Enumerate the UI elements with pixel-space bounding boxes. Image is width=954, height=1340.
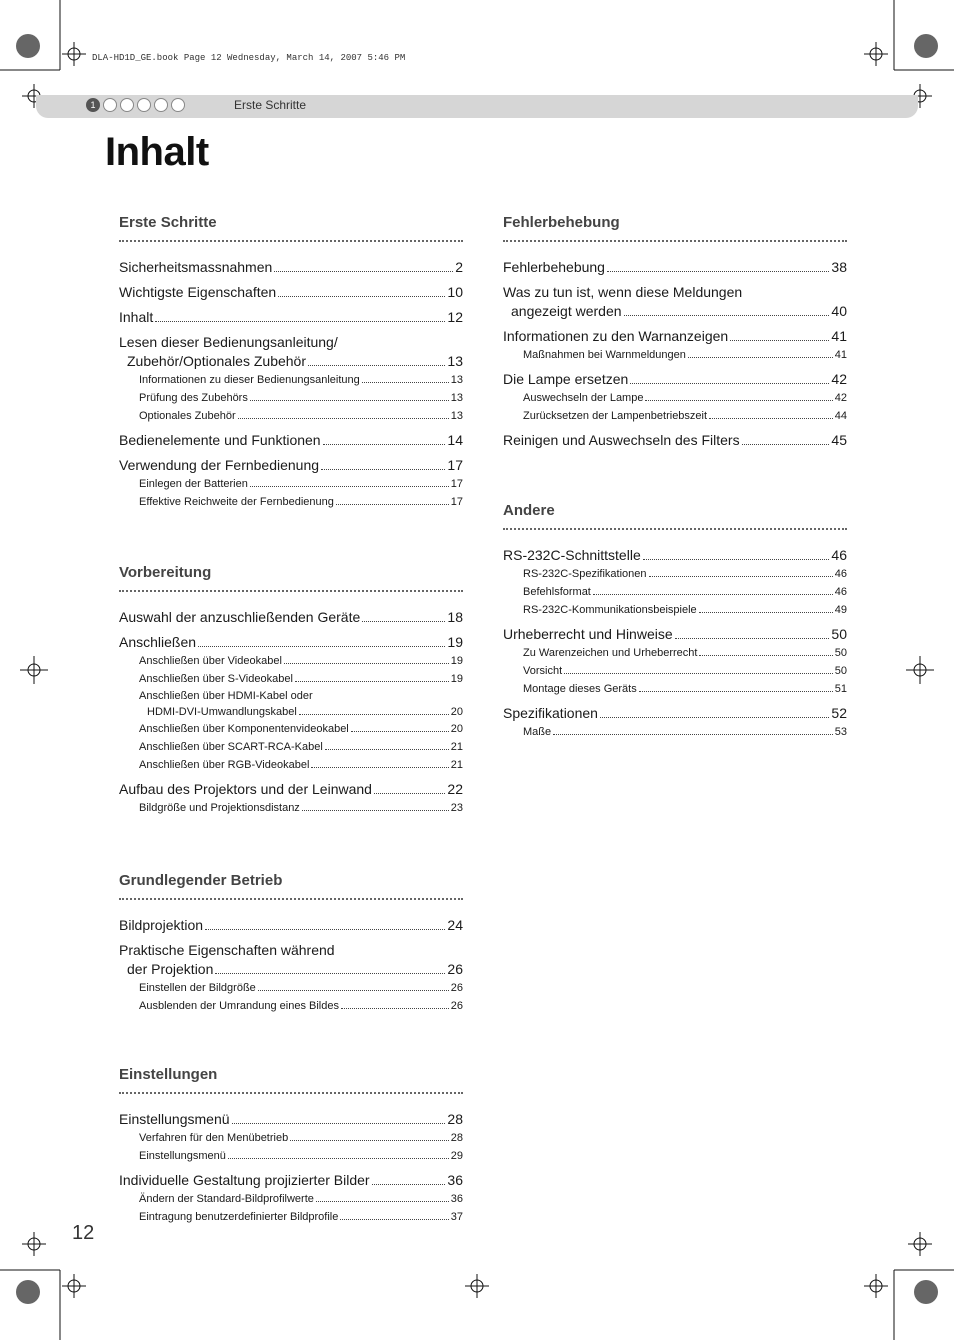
toc-subentry[interactable] (503, 723, 847, 741)
toc-entry[interactable] (503, 431, 847, 450)
entry-label: RS-232C-Schnittstelle (503, 547, 641, 563)
entry-label: Maße (523, 726, 552, 738)
page-number: 12 (72, 1222, 95, 1244)
entry-page-number: 40 (831, 303, 847, 319)
entry-page-number: 20 (450, 723, 463, 735)
entry-page-number: 23 (450, 802, 463, 814)
entry-label: Ausblenden der Umrandung eines Bildes (139, 1000, 339, 1012)
dot-leader (295, 681, 449, 682)
toc-entry[interactable] (503, 327, 847, 346)
entry-page-number: 19 (447, 634, 463, 650)
entry-label: Zurücksetzen der Lampenbetriebszeit (523, 410, 708, 422)
entry-label: RS-232C-Spezifikationen (523, 568, 647, 580)
dot-leader (645, 400, 832, 401)
entry-label: Zu Warenzeichen und Urheberrecht (523, 647, 698, 659)
dot-leader (198, 646, 445, 647)
entry-label: Vorsicht (523, 665, 563, 677)
header-section-label: Erste Schritte (234, 98, 307, 112)
entry-label: Informationen zu den Warnanzeigen (503, 328, 729, 344)
entry-page-number: 26 (447, 961, 463, 977)
toc-section-andere (503, 502, 847, 741)
entry-label: Ändern der Standard-Bildprofilwerte (139, 1193, 314, 1205)
entry-page-number: 22 (447, 781, 463, 797)
dot-leader (699, 655, 832, 656)
toc-subentry[interactable] (503, 680, 847, 698)
entry-label: Einstellen der Bildgröße (139, 982, 256, 994)
dot-leader (274, 271, 453, 272)
dotted-rule (119, 890, 463, 900)
entry-label: Anschließen über SCART-RCA-Kabel (139, 741, 323, 753)
entry-page-number: 44 (834, 410, 847, 422)
toc-section-einstellungen (119, 1066, 463, 1226)
entry-page-number: 37 (450, 1211, 463, 1223)
dot-leader (205, 929, 445, 930)
toc-subentry[interactable] (119, 688, 463, 720)
dot-leader (228, 1158, 449, 1159)
entry-label: Prüfung des Zubehörs (139, 392, 248, 404)
entry-page-number: 50 (831, 626, 847, 642)
dot-leader (155, 321, 445, 322)
toc-subentry[interactable] (119, 371, 463, 389)
toc-entry[interactable] (119, 916, 463, 935)
entry-label: Verwendung der Fernbedienung (119, 457, 320, 473)
entry-label: Spezifikationen (503, 705, 598, 721)
entry-page-number: 19 (450, 673, 463, 685)
entry-label: Auswechseln der Lampe (523, 392, 644, 404)
dot-leader (362, 621, 445, 622)
entry-label-line2 (119, 352, 463, 371)
step-dot (154, 98, 168, 112)
toc-subentry[interactable] (119, 1129, 463, 1147)
entry-label: Sicherheitsmassnahmen (119, 259, 273, 275)
entry-page-number: 46 (834, 568, 847, 580)
toc-subentry[interactable] (119, 475, 463, 493)
dot-leader (624, 315, 830, 316)
dot-leader (688, 357, 833, 358)
entry-page-number: 52 (831, 705, 847, 721)
entry-label: Individuelle Gestaltung projizierter Bilder (119, 1172, 370, 1188)
entry-label-line1: Lesen dieser Bedienungsanleitung/ (119, 334, 338, 350)
toc-subentry[interactable] (503, 346, 847, 364)
entry-page-number: 17 (450, 496, 463, 508)
dotted-rule (503, 232, 847, 242)
entry-label-line2 (503, 302, 847, 321)
toc-entry[interactable] (503, 546, 847, 565)
entry-page-number: 13 (450, 374, 463, 386)
entry-page-number: 41 (831, 328, 847, 344)
entry-label: angezeigt werden (511, 303, 622, 319)
dot-leader (564, 673, 833, 674)
entry-page-number: 21 (450, 741, 463, 753)
dotted-rule (503, 520, 847, 530)
toc-entry[interactable] (119, 633, 463, 652)
step-dot (103, 98, 117, 112)
toc-subentry[interactable] (119, 389, 463, 407)
entry-label: Anschließen über RGB-Videokabel (139, 759, 310, 771)
entry-page-number: 19 (450, 655, 463, 667)
entry-label: Inhalt (119, 309, 154, 325)
entry-label: Anschließen über S-Videokabel (139, 673, 293, 685)
step-dot (137, 98, 151, 112)
toc-entry[interactable] (119, 608, 463, 627)
toc-entry[interactable] (503, 283, 847, 321)
dot-leader (742, 444, 830, 445)
entry-label: Bildgröße und Projektionsdistanz (139, 802, 300, 814)
toc-entry[interactable] (119, 431, 463, 450)
toc-subentry[interactable] (119, 979, 463, 997)
entry-page-number: 45 (831, 432, 847, 448)
entry-page-number: 26 (450, 982, 463, 994)
entry-page-number: 17 (447, 457, 463, 473)
entry-label-line1: Praktische Eigenschaften während (119, 942, 335, 958)
entry-label: Bildprojektion (119, 917, 204, 933)
toc-subentry[interactable] (503, 583, 847, 601)
entry-page-number: 26 (450, 1000, 463, 1012)
entry-label-line1: Was zu tun ist, wenn diese Meldungen (503, 284, 743, 300)
dotted-rule (119, 582, 463, 592)
toc-entry[interactable] (119, 258, 463, 277)
entry-label: Auswahl der anzuschließenden Geräte (119, 609, 361, 625)
dot-leader (308, 365, 445, 366)
dot-leader (593, 594, 833, 595)
dot-leader (215, 973, 445, 974)
entry-label: Bedienelemente und Funktionen (119, 432, 321, 448)
entry-page-number: 12 (447, 309, 463, 325)
toc-subentry[interactable] (119, 670, 463, 688)
toc-entry[interactable] (503, 625, 847, 644)
entry-page-number: 49 (834, 604, 847, 616)
toc-entry[interactable] (119, 1110, 463, 1129)
toc-subentry[interactable] (119, 493, 463, 511)
entry-label: Anschließen (119, 634, 197, 650)
entry-label: Befehlsformat (523, 586, 591, 598)
entry-page-number: 24 (447, 917, 463, 933)
section-title: Grundlegender Betrieb (119, 872, 283, 889)
toc-subentry[interactable] (119, 997, 463, 1015)
step-dot (120, 98, 134, 112)
toc-entry[interactable] (503, 370, 847, 389)
entry-label: Reinigen und Auswechseln des Filters (503, 432, 740, 448)
dot-leader (278, 296, 445, 297)
entry-label: Montage dieses Geräts (523, 683, 637, 695)
entry-label: Effektive Reichweite der Fernbedienung (139, 496, 334, 508)
entry-page-number: 13 (450, 410, 463, 422)
toc-subentry[interactable] (119, 720, 463, 738)
entry-label: Eintragung benutzerdefinierter Bildprofile (139, 1211, 339, 1223)
dot-leader (290, 1140, 449, 1141)
section-title: Vorbereitung (119, 564, 212, 581)
toc-section-grundlegender (119, 872, 463, 1015)
dotted-rule (119, 1084, 463, 1094)
entry-page-number: 36 (450, 1193, 463, 1205)
entry-label: HDMI-DVI-Umwandlungskabel (147, 706, 297, 718)
dot-leader (258, 990, 449, 991)
entry-label: Aufbau des Projektors und der Leinwand (119, 781, 372, 797)
dot-leader (730, 340, 829, 341)
dot-leader (311, 767, 448, 768)
dot-leader (299, 714, 449, 715)
toc-entry[interactable] (119, 780, 463, 799)
toc-subentry[interactable] (119, 1147, 463, 1165)
step-dot (171, 98, 185, 112)
entry-page-number: 38 (831, 259, 847, 275)
entry-label: Verfahren für den Menübetrieb (139, 1132, 289, 1144)
dot-leader (351, 731, 449, 732)
entry-page-number: 17 (450, 478, 463, 490)
toc-entry[interactable] (119, 941, 463, 979)
toc-subentry[interactable] (119, 738, 463, 756)
toc-entry[interactable] (119, 308, 463, 327)
page-title: Inhalt (105, 130, 209, 174)
dotted-rule (119, 232, 463, 242)
dot-leader (250, 486, 449, 487)
entry-page-number: 28 (450, 1132, 463, 1144)
dot-leader (699, 612, 833, 613)
entry-page-number: 21 (450, 759, 463, 771)
toc-entry[interactable] (119, 283, 463, 302)
print-slug: DLA-HD1D_GE.book Page 12 Wednesday, March 14, 2007 5:46 PM (92, 53, 406, 63)
dot-leader (238, 418, 449, 419)
entry-label: Anschließen über Videokabel (139, 655, 282, 667)
dot-leader (336, 504, 449, 505)
entry-page-number: 36 (447, 1172, 463, 1188)
entry-label: Optionales Zubehör (139, 410, 236, 422)
entry-label: Fehlerbehebung (503, 259, 605, 275)
entry-page-number: 46 (834, 586, 847, 598)
dot-leader (362, 382, 449, 383)
entry-label-line2 (119, 960, 463, 979)
toc-subentry[interactable] (119, 799, 463, 817)
toc-subentry[interactable] (503, 601, 847, 619)
entry-page-number: 51 (834, 683, 847, 695)
entry-label: Einstellungsmenü (139, 1150, 226, 1162)
entry-label: Einstellungsmenü (119, 1111, 230, 1127)
section-title: Andere (503, 502, 555, 519)
section-title: Fehlerbehebung (503, 214, 620, 231)
entry-label: Urheberrecht und Hinweise (503, 626, 673, 642)
entry-page-number: 41 (834, 349, 847, 361)
section-title: Erste Schritte (119, 214, 217, 231)
entry-page-number: 42 (834, 392, 847, 404)
dot-leader (232, 1123, 446, 1124)
entry-page-number: 50 (834, 647, 847, 659)
entry-label: Informationen zu dieser Bedienungsanleitung (139, 374, 360, 386)
toc-entry[interactable] (503, 704, 847, 723)
entry-page-number: 13 (447, 353, 463, 369)
dot-leader (553, 734, 833, 735)
dot-leader (341, 1008, 449, 1009)
entry-page-number: 42 (831, 371, 847, 387)
toc-entry[interactable] (119, 333, 463, 371)
entry-label: RS-232C-Kommunikationsbeispiele (523, 604, 697, 616)
dot-leader (643, 559, 830, 560)
entry-page-number: 50 (834, 665, 847, 677)
toc-section-erste (119, 214, 463, 511)
entry-page-number: 14 (447, 432, 463, 448)
dot-leader (372, 1184, 446, 1185)
toc-section-fehler (503, 214, 847, 450)
toc-subentry[interactable] (503, 407, 847, 425)
entry-page-number: 53 (834, 726, 847, 738)
entry-page-number: 20 (450, 706, 463, 718)
entry-page-number: 2 (455, 259, 463, 275)
toc-subentry[interactable] (119, 652, 463, 670)
dot-leader (607, 271, 829, 272)
dot-leader (321, 469, 445, 470)
dot-leader (374, 793, 445, 794)
dot-leader (284, 663, 449, 664)
step-dot-active: 1 (86, 98, 100, 112)
entry-label: Zubehör/Optionales Zubehör (127, 353, 306, 369)
dot-leader (302, 810, 449, 811)
dot-leader (639, 691, 833, 692)
entry-label-line1: Anschließen über HDMI-Kabel oder (139, 690, 313, 702)
dot-leader (325, 749, 449, 750)
dot-leader (600, 717, 829, 718)
toc-entry[interactable] (503, 258, 847, 277)
entry-page-number: 46 (831, 547, 847, 563)
entry-label: Die Lampe ersetzen (503, 371, 629, 387)
toc-subentry[interactable] (119, 1190, 463, 1208)
dot-leader (316, 1201, 449, 1202)
dot-leader (649, 576, 833, 577)
entry-label: Maßnahmen bei Warnmeldungen (523, 349, 686, 361)
dot-leader (709, 418, 833, 419)
entry-page-number: 13 (450, 392, 463, 404)
dot-leader (250, 400, 449, 401)
entry-page-number: 10 (447, 284, 463, 300)
toc-subentry[interactable] (119, 1208, 463, 1226)
dot-leader (340, 1219, 448, 1220)
step-indicator (86, 98, 185, 112)
toc-subentry[interactable] (119, 407, 463, 425)
toc-entry[interactable] (119, 1171, 463, 1190)
toc-subentry[interactable] (503, 389, 847, 407)
toc-section-vorbereitung (119, 564, 463, 817)
entry-page-number: 18 (447, 609, 463, 625)
section-title: Einstellungen (119, 1066, 218, 1083)
entry-label: Anschließen über Komponentenvideokabel (139, 723, 349, 735)
dot-leader (675, 638, 830, 639)
entry-label: der Projektion (127, 961, 214, 977)
entry-page-number: 29 (450, 1150, 463, 1162)
toc-subentry[interactable] (503, 662, 847, 680)
entry-page-number: 28 (447, 1111, 463, 1127)
toc-subentry[interactable] (503, 565, 847, 583)
toc-subentry[interactable] (503, 644, 847, 662)
entry-label: Wichtigste Eigenschaften (119, 284, 277, 300)
entry-label: Einlegen der Batterien (139, 478, 248, 490)
toc-entry[interactable] (119, 456, 463, 475)
entry-label-line2 (139, 704, 463, 720)
toc-subentry[interactable] (119, 756, 463, 774)
dot-leader (630, 383, 829, 384)
dot-leader (323, 444, 446, 445)
